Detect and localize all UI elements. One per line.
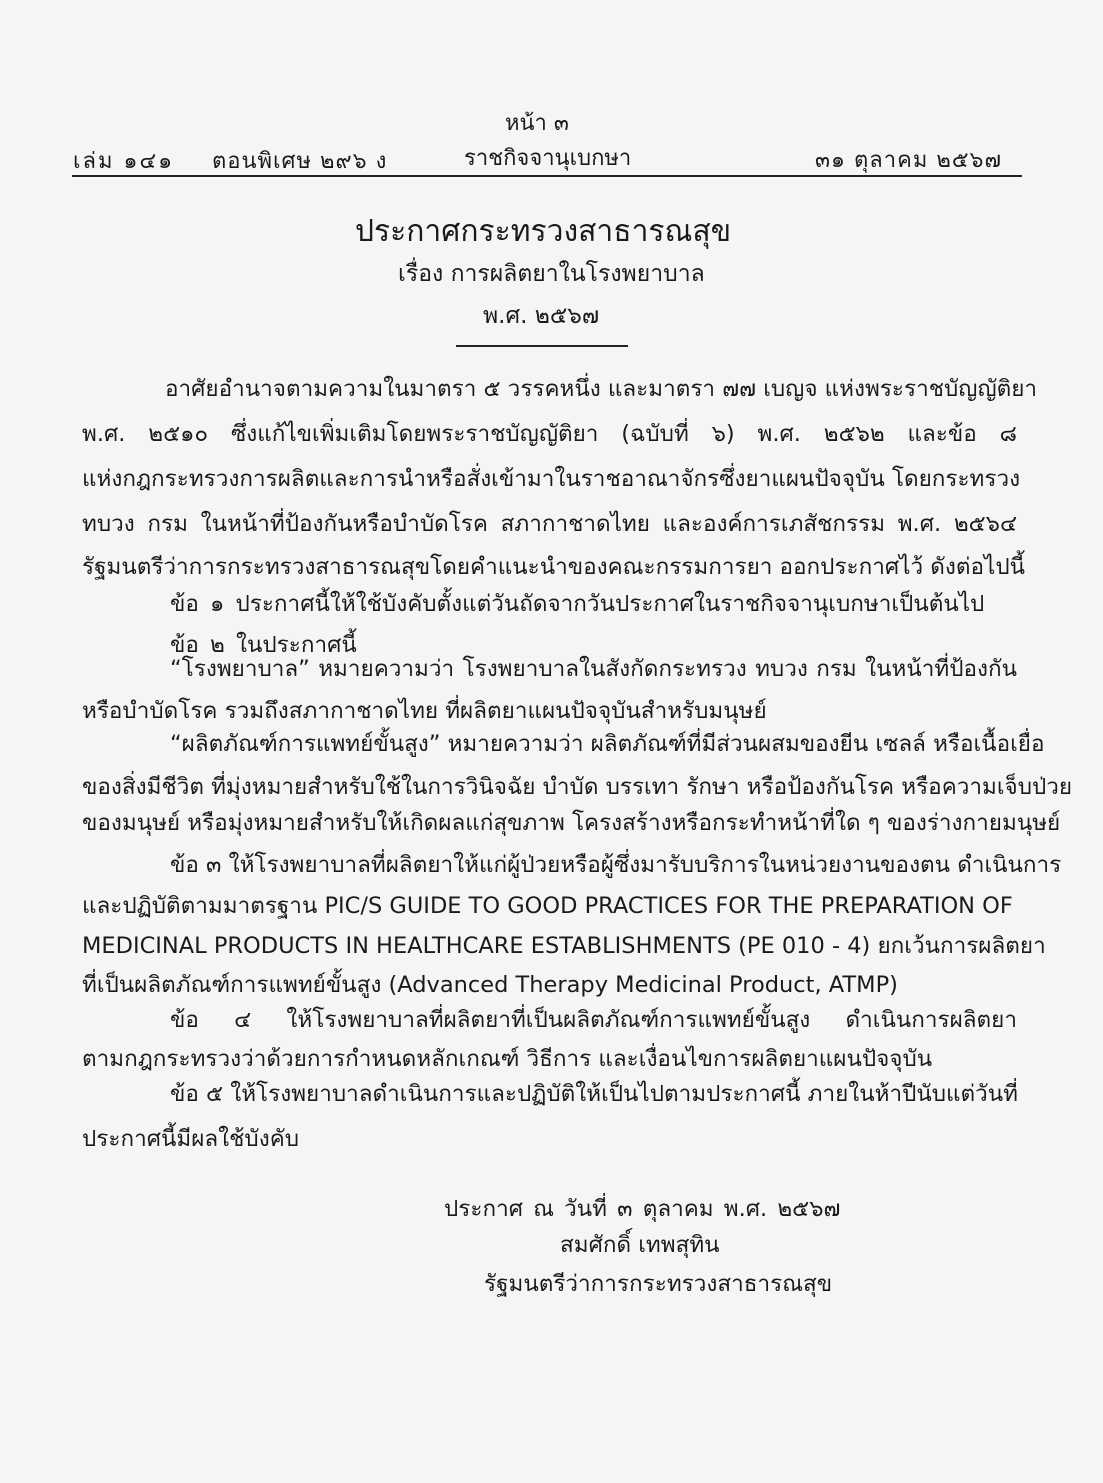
- announcement-year: พ.ศ. ๒๕๖๗: [483, 303, 600, 329]
- announcement-title: ประกาศกระทรวงสาธารณสุข: [355, 214, 732, 249]
- body-line: พ.ศ. ๒๕๑๐ ซึ่งแก้ไขเพิ่มเติมโดยพระราชบัญญัติยา (ฉบับที่ ๖) พ.ศ. ๒๕๖๒ และข้อ ๘: [82, 421, 1017, 447]
- volume-number: เล่ม ๑๔๑: [73, 149, 175, 174]
- body-line: ประกาศนี้มีผลใช้บังคับ: [82, 1126, 300, 1152]
- signatory-position: รัฐมนตรีว่าการกระทรวงสาธารณสุข: [484, 1271, 833, 1297]
- header-rule: [72, 175, 1022, 177]
- body-line: และปฏิบัติตามมาตรฐาน PIC/S GUIDE TO GOOD PRACTICES FOR THE PREPARATION OF: [82, 893, 1013, 919]
- clause-4: ข้อ ๔ ให้โรงพยาบาลที่ผลิตยาที่เป็นผลิตภัณฑ์การแพทย์ขั้นสูง ดำเนินการผลิตยา: [170, 1007, 1017, 1033]
- body-line: ที่เป็นผลิตภัณฑ์การแพทย์ขั้นสูง (Advanced Therapy Medicinal Product, ATMP): [82, 972, 898, 998]
- definition-atmp: “ผลิตภัณฑ์การแพทย์ขั้นสูง” หมายความว่า ผลิตภัณฑ์ที่มีส่วนผสมของยีน เซลล์ หรือเนื้อเยื่อ: [170, 731, 1045, 757]
- publication-date: ๓๑ ตุลาคม ๒๕๖๗: [815, 148, 1002, 173]
- body-line: MEDICINAL PRODUCTS IN HEALTHCARE ESTABLISHMENTS (PE 010 - 4) ยกเว้นการผลิตยา: [82, 933, 1046, 959]
- body-line: ตามกฎกระทรวงว่าด้วยการกำหนดหลักเกณฑ์ วิธีการ และเงื่อนไขการผลิตยาแผนปัจจุบัน: [82, 1046, 933, 1072]
- body-line: ของมนุษย์ หรือมุ่งหมายสำหรับให้เกิดผลแก่สุขภาพ โครงสร้างหรือกระทำหน้าที่ใด ๆ ของร่างกายมนุษย์: [82, 810, 1061, 836]
- clause-5: ข้อ ๕ ให้โรงพยาบาลดำเนินการและปฏิบัติให้เป็นไปตามประกาศนี้ ภายในห้าปีนับแต่วันที่: [170, 1081, 1019, 1107]
- clause-3: ข้อ ๓ ให้โรงพยาบาลที่ผลิตยาให้แก่ผู้ป่วยหรือผู้ซึ่งมารับบริการในหน่วยงานของตน ดำเนินการ: [170, 852, 1062, 878]
- page-number: หน้า ๓: [505, 111, 569, 136]
- title-divider: [456, 345, 628, 347]
- publication-name: ราชกิจจานุเบกษา: [464, 146, 632, 171]
- clause-1: ข้อ ๑ ประกาศนี้ให้ใช้บังคับตั้งแต่วันถัดจากวันประกาศในราชกิจจานุเบกษาเป็นต้นไป: [170, 591, 985, 617]
- signature-date: ประกาศ ณ วันที่ ๓ ตุลาคม พ.ศ. ๒๕๖๗: [444, 1196, 841, 1222]
- signatory-name: สมศักดิ์ เทพสุทิน: [560, 1232, 720, 1258]
- definition-hospital: “โรงพยาบาล” หมายความว่า โรงพยาบาลในสังกัดกระทรวง ทบวง กรม ในหน้าที่ป้องกัน: [170, 656, 1017, 682]
- body-line: แห่งกฎกระทรวงการผลิตและการนำหรือสั่งเข้ามาในราชอาณาจักรซึ่งยาแผนปัจจุบัน โดยกระทรวง: [82, 466, 1021, 492]
- body-line: ของสิ่งมีชีวิต ที่มุ่งหมายสำหรับใช้ในการวินิจฉัย บำบัด บรรเทา รักษา หรือป้องกันโรค หรือความเจ็บป่วย: [82, 774, 1073, 800]
- body-line: หรือบำบัดโรค รวมถึงสภากาชาดไทย ที่ผลิตยาแผนปัจจุบันสำหรับมนุษย์: [82, 698, 767, 724]
- issue-number: ตอนพิเศษ ๒๙๖ ง: [212, 149, 388, 174]
- body-line: ทบวง กรม ในหน้าที่ป้องกันหรือบำบัดโรค สภากาชาดไทย และองค์การเภสัชกรรม พ.ศ. ๒๕๖๔: [82, 511, 1017, 537]
- announcement-subject: เรื่อง การผลิตยาในโรงพยาบาล: [398, 261, 705, 287]
- body-line: อาศัยอำนาจตามความในมาตรา ๕ วรรคหนึ่ง และมาตรา ๗๗ เบญจ แห่งพระราชบัญญัติยา: [165, 376, 1038, 402]
- clause-2: ข้อ ๒ ในประกาศนี้: [170, 632, 357, 658]
- body-line: รัฐมนตรีว่าการกระทรวงสาธารณสุขโดยคำแนะนำของคณะกรรมการยา ออกประกาศไว้ ดังต่อไปนี้: [82, 554, 1025, 580]
